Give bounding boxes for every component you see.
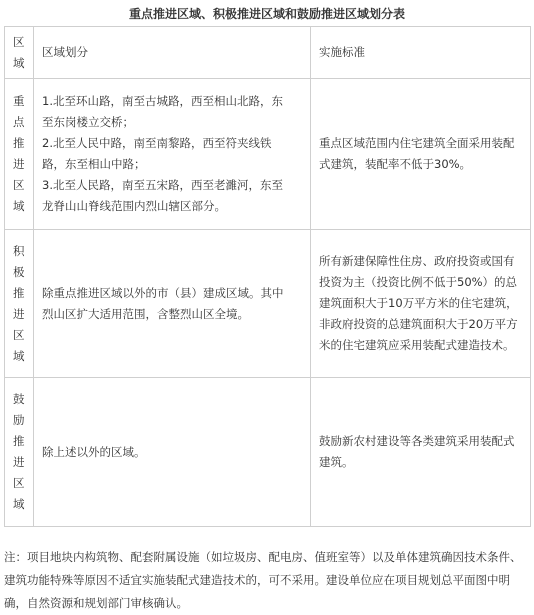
scope-line: 除重点推进区域以外的市（县）建成区域。其中 bbox=[42, 285, 284, 300]
zone-scope-cell bbox=[34, 230, 311, 378]
standard-column-header: 实施标准 bbox=[311, 27, 531, 79]
scope-line: 龙脊山山脊线范围内烈山辖区部分。 bbox=[42, 199, 226, 213]
zone-name-char: 鼓 bbox=[13, 392, 25, 406]
zone-name-char: 点 bbox=[13, 115, 25, 129]
zone-header-char: 区 bbox=[13, 34, 25, 49]
table-row bbox=[5, 230, 531, 378]
zone-name-cell bbox=[5, 378, 34, 527]
zone-name-cell bbox=[5, 230, 34, 378]
zone-name-char: 区 bbox=[13, 327, 25, 342]
scope-column-header: 区域划分 bbox=[34, 27, 311, 79]
zone-standard-cell: 重点区域范围内住宅建筑全面采用装配式建筑，装配率不低于30%。 bbox=[311, 79, 531, 230]
scope-line: 3.北至人民路，南至五宋路，西至老濉河，东至 bbox=[42, 178, 283, 192]
table-row bbox=[5, 378, 531, 527]
zone-division-table bbox=[4, 26, 531, 527]
scope-line: 至东岗楼立交桥； bbox=[42, 115, 134, 129]
zone-name-char: 推 bbox=[13, 434, 25, 448]
table-footnote: 注：项目地块内构筑物、配套附属设施（如垃圾房、配电房、值班室等）以及单体建筑确因技术条件、建筑功能特殊等原因不适宜实施装配式建造技术的，可不采用。建设单位应在项目规划总平面图中明确，自然资源和规划部门审核确认。 bbox=[4, 550, 522, 610]
table-header-row bbox=[5, 27, 531, 79]
zone-name-char: 推 bbox=[13, 136, 25, 150]
zone-name-char: 进 bbox=[13, 157, 25, 171]
zone-name-char: 进 bbox=[13, 306, 25, 321]
zone-standard-cell: 鼓励新农村建设等各类建筑采用装配式建筑。 bbox=[311, 378, 531, 527]
zone-name-char: 区 bbox=[13, 178, 25, 192]
zone-name-char: 推 bbox=[13, 285, 25, 300]
zone-name-char: 励 bbox=[13, 413, 25, 427]
zone-name-char: 区 bbox=[13, 476, 25, 490]
scope-line: 1.北至环山路，南至古城路，西至相山北路，东 bbox=[42, 94, 283, 108]
zone-header-char: 域 bbox=[13, 55, 25, 70]
scope-line: 路，东至相山中路； bbox=[42, 157, 146, 171]
zone-scope-cell bbox=[34, 79, 311, 230]
zone-name-char: 域 bbox=[13, 348, 25, 363]
scope-line: 除上述以外的区域。 bbox=[42, 444, 146, 459]
scope-line: 2.北至人民中路，南至南黎路，西至符夹线铁 bbox=[42, 136, 272, 150]
zone-name-char: 积 bbox=[13, 243, 25, 258]
zone-name-cell bbox=[5, 79, 34, 230]
table-title: 重点推进区域、积极推进区域和鼓励推进区域划分表 bbox=[128, 7, 405, 21]
zone-standard-cell: 所有新建保障性住房、政府投资或国有投资为主（投资比例不低于50%）的总建筑面积大于10万平方米的住宅建筑，非政府投资的总建筑面积大于20万平方米的住宅建筑应采用装配式建造技术。 bbox=[311, 230, 531, 378]
zone-name-char: 重 bbox=[13, 94, 25, 108]
zone-scope-cell bbox=[34, 378, 311, 527]
zone-name-char: 极 bbox=[13, 264, 25, 279]
table-row bbox=[5, 79, 531, 230]
zone-name-char: 域 bbox=[13, 497, 25, 511]
zone-column-header bbox=[5, 27, 34, 79]
zone-name-char: 进 bbox=[13, 455, 25, 469]
scope-line: 烈山区扩大适用范围，含整烈山区全境。 bbox=[42, 306, 249, 321]
zone-name-char: 域 bbox=[13, 199, 25, 213]
